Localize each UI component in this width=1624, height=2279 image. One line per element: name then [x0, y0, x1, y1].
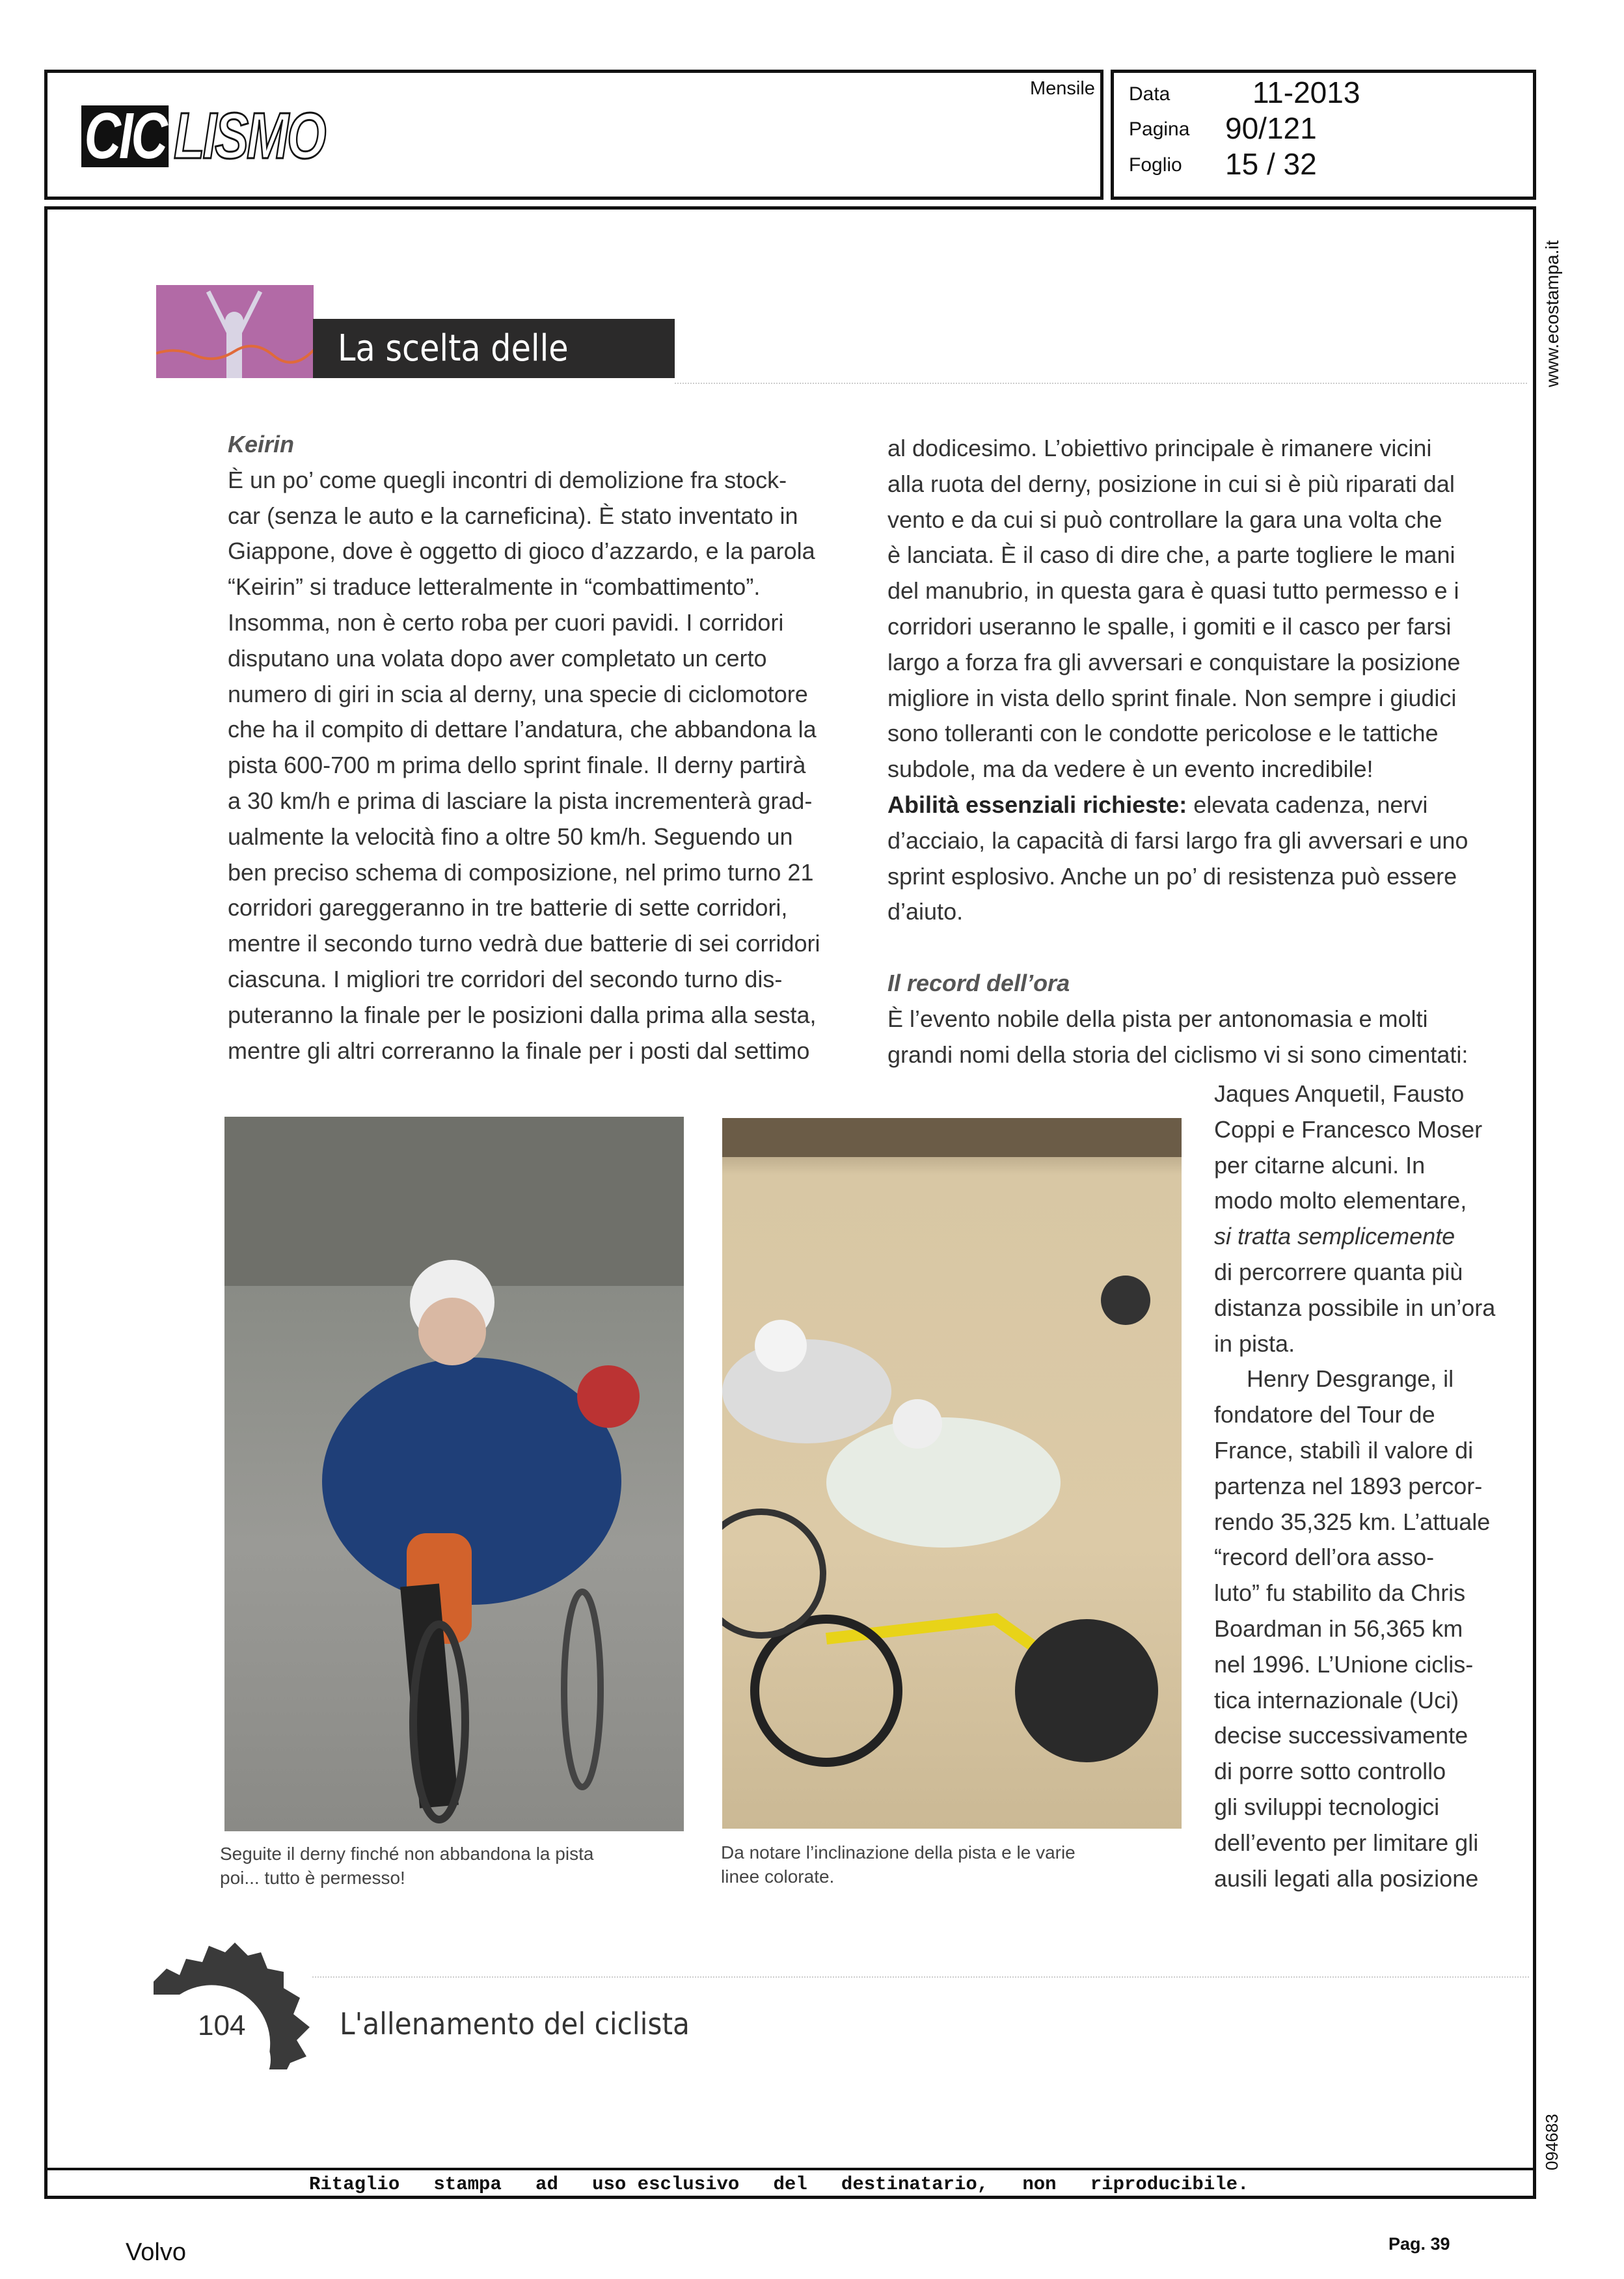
line-text: Henry Desgrange, il — [1214, 1365, 1454, 1393]
text-line — [1214, 1718, 1495, 1754]
text-line — [228, 641, 820, 677]
line-text: Giappone, dove è oggetto di gioco d’azzardo, e la parola — [228, 538, 815, 565]
text-line — [887, 1002, 1468, 1037]
text-line — [887, 823, 1468, 859]
text-line — [1214, 1361, 1495, 1397]
text-line — [887, 859, 1468, 895]
clipping-page-label: Pag. 39 — [1388, 2234, 1450, 2254]
narrow-column — [1214, 1076, 1495, 1896]
text-line — [1214, 1861, 1495, 1897]
caption-line: poi... tutto è permesso! — [220, 1868, 405, 1888]
text-line — [887, 573, 1468, 609]
text-line — [228, 463, 820, 498]
ecostampa-url: www.ecostampa.it — [1542, 240, 1562, 387]
title-rule — [675, 383, 1527, 384]
section-icon-image — [156, 285, 314, 378]
text-line — [1214, 1540, 1495, 1576]
data-value: 11-2013 — [1252, 75, 1360, 109]
line-text: Boardman in 56,365 km — [1214, 1615, 1463, 1642]
text-line — [228, 926, 820, 962]
line-text: ciascuna. I migliori tre corridori del secondo turno dis- — [228, 965, 783, 992]
text-line — [228, 890, 820, 926]
text-line — [228, 784, 820, 819]
caption-line: Seguite il derny finché non abbandona la pista — [220, 1844, 594, 1864]
line-text: sono tolleranti con le condotte pericolose e le tattiche — [887, 720, 1439, 747]
disclaimer-text: Ritaglio stampa ad uso esclusivo del destinatario, non riproducibile. — [309, 2174, 1249, 2195]
line-text: nel 1996. L’Unione ciclis- — [1214, 1650, 1474, 1678]
line-text: d’acciaio, la capacità di farsi largo fra gli avversari e uno — [887, 826, 1468, 854]
section-title-bar — [313, 319, 675, 409]
line-text: decise successivamente — [1214, 1722, 1468, 1749]
text-line — [228, 712, 820, 748]
text-line — [228, 498, 820, 534]
text-line — [228, 569, 820, 605]
line-text: rendo 35,325 km. L’attuale — [1214, 1508, 1491, 1535]
text-line — [887, 1037, 1468, 1073]
text-line — [887, 538, 1468, 573]
text-line — [887, 467, 1468, 502]
text-line — [887, 752, 1468, 787]
text-line — [1214, 1148, 1495, 1184]
line-text: vento e da cui si può controllare la gara una volta che — [887, 506, 1442, 533]
section-title: La scelta delle gare — [338, 327, 569, 409]
data-label: Data — [1129, 83, 1171, 105]
disclaimer-divider — [44, 2168, 1536, 2170]
line-text: ben preciso schema di composizione, nel primo turno 21 — [228, 858, 814, 886]
caption-line: Da notare l’inclinazione della pista e le varie — [721, 1842, 1076, 1863]
line-text: gli sviluppi tecnologici — [1214, 1793, 1440, 1820]
line-text: distanza possibile in un’ora — [1214, 1294, 1496, 1321]
text-line — [228, 962, 820, 998]
client-name: Volvo — [126, 2239, 186, 2266]
text-line — [1214, 1076, 1495, 1112]
text-line — [887, 681, 1468, 716]
text-line — [1214, 1469, 1495, 1505]
line-text: car (senza le auto e la carneficina). È stato inventato in — [228, 502, 798, 529]
foglio-value: 15 / 32 — [1225, 147, 1317, 181]
chainring-gear-icon — [154, 1943, 323, 2069]
line-text: largo a forza fra gli avversari e conquistare la posizione — [887, 648, 1461, 676]
track-cyclists-illustration — [722, 1118, 1182, 1829]
line-text: disputano una volata dopo aver completato un certo — [228, 644, 767, 672]
line-text: di percorrere quanta più — [1214, 1258, 1463, 1285]
line-text: è lanciata. È il caso di dire che, a parte togliere le mani — [887, 541, 1455, 569]
text-line — [1214, 1611, 1495, 1647]
text-line — [887, 894, 1468, 930]
line-text: grandi nomi della storia del ciclismo vi si sono cimentati: — [887, 1041, 1468, 1068]
foglio-label: Foglio — [1129, 154, 1182, 176]
text-line — [228, 748, 820, 784]
derny-photo — [224, 1117, 684, 1831]
line-text: È l’evento nobile della pista per antonomasia e molti — [887, 1005, 1428, 1032]
text-line — [1214, 1505, 1495, 1540]
track-race-photo — [722, 1118, 1182, 1829]
text-line — [1214, 1326, 1495, 1362]
text-line — [1214, 1219, 1495, 1255]
text-line — [1214, 1112, 1495, 1148]
line-text: France, stabilì il valore di — [1214, 1436, 1474, 1464]
line-text: di porre sotto controllo — [1214, 1758, 1446, 1785]
line-text: modo molto elementare, — [1214, 1187, 1467, 1214]
side-code: 094683 — [1542, 2114, 1562, 2170]
line-text: pista 600-700 m prima dello sprint finale. Il derny partirà — [228, 752, 806, 779]
text-line — [228, 605, 820, 641]
line-text: ausili legati alla posizione — [1214, 1864, 1479, 1892]
text-line — [887, 609, 1468, 645]
line-text: Insomma, non è certo roba per cuori pavidi. I corridori — [228, 608, 784, 636]
text-line — [887, 787, 1468, 823]
text-line — [228, 855, 820, 891]
pagina-value: 90/121 — [1225, 111, 1317, 145]
pagina-label: Pagina — [1129, 118, 1190, 140]
line-text: tica internazionale (Uci) — [1214, 1686, 1459, 1713]
text-line — [1214, 1576, 1495, 1611]
text-line — [228, 1033, 820, 1069]
text-line — [887, 716, 1468, 752]
line-text: Coppi e Francesco Moser — [1214, 1115, 1483, 1143]
track-photo-caption — [721, 1840, 1076, 1889]
line-text: luto” fu stabilito da Chris — [1214, 1579, 1466, 1607]
footer-rule — [312, 1976, 1529, 1978]
text-line — [1214, 1647, 1495, 1683]
line-text: mentre gli altri correranno la finale per i posti dal settimo — [228, 1037, 810, 1064]
line-text: Keirin — [228, 431, 295, 457]
text-line — [228, 677, 820, 713]
line-text: del manubrio, in questa gara è quasi tutto permesso e i — [887, 577, 1459, 605]
line-text: subdole, ma da vedere è un evento incredibile! — [887, 756, 1374, 783]
line-text: d’aiuto. — [887, 898, 964, 925]
line-text: numero di giri in scia al derny, una specie di ciclomotore — [228, 680, 808, 707]
book-title: L'allenamento del ciclista — [340, 2006, 690, 2041]
line-text: corridori useranno le spalle, i gomiti e il casco per farsi — [887, 612, 1452, 640]
line-text: si tratta semplicemente — [1214, 1223, 1455, 1250]
line-text: dell’evento per limitare gli — [1214, 1829, 1479, 1856]
text-line — [1214, 1255, 1495, 1290]
text-line — [887, 431, 1468, 467]
subheading — [887, 966, 1468, 1002]
line-text: fondatore del Tour de — [1214, 1401, 1435, 1428]
line-text: “record dell’ora asso- — [1214, 1544, 1435, 1571]
right-column — [887, 431, 1468, 1072]
line-text: alla ruota del derny, posizione in cui si è più riparati dal — [887, 470, 1455, 497]
text-line — [1214, 1397, 1495, 1433]
text-line — [1214, 1290, 1495, 1326]
line-text: partenza nel 1893 percor- — [1214, 1472, 1483, 1499]
line-text: Il record dell’ora — [887, 969, 1070, 996]
derny-rider-illustration — [224, 1117, 684, 1831]
line-text: sprint esplosivo. Anche un po’ di resistenza può essere — [887, 862, 1457, 890]
text-line — [1214, 1183, 1495, 1219]
text-line — [887, 930, 1468, 966]
line-text: migliore in vista dello sprint finale. Non sempre i giudici — [887, 684, 1457, 711]
left-column — [228, 427, 820, 1069]
derny-photo-caption — [220, 1842, 593, 1890]
line-text: “Keirin” si traduce letteralmente in “combattimento”. — [228, 573, 761, 601]
text-line — [887, 645, 1468, 681]
text-line — [228, 534, 820, 569]
text-line — [228, 819, 820, 855]
line-text: Jaques Anquetil, Fausto — [1214, 1080, 1465, 1107]
text-line — [1214, 1754, 1495, 1790]
text-line — [1214, 1683, 1495, 1719]
line-text: per citarne alcuni. In — [1214, 1151, 1426, 1179]
text-line — [228, 998, 820, 1033]
text-line — [887, 502, 1468, 538]
line-text: che ha il compito di dettare l’andatura, che abbandona la — [228, 716, 817, 743]
line-text: È un po’ come quegli incontri di demolizione fra stock- — [228, 466, 787, 493]
line-text: a 30 km/h e prima di lasciare la pista incrementerà grad- — [228, 787, 813, 814]
line-text: elevata cadenza, nervi — [1187, 791, 1428, 818]
bold-label: Abilità essenziali richieste: — [887, 791, 1187, 818]
frequency-label: Mensile — [1030, 78, 1095, 99]
line-text: mentre il secondo turno vedrà due batterie di sei corridori — [228, 930, 820, 957]
line-text: corridori gareggeranno in tre batterie di sette corridori, — [228, 894, 788, 921]
text-line — [1214, 1825, 1495, 1861]
finish-line-rider-icon — [156, 285, 314, 378]
ciclismo-logo: CIC LISMO — [81, 105, 367, 167]
line-text: in pista. — [1214, 1330, 1295, 1357]
line-text: al dodicesimo. L’obiettivo principale è rimanere vicini — [887, 435, 1432, 461]
line-text: puteranno la finale per le posizioni dalla prima alla sesta, — [228, 1001, 817, 1028]
caption-line: linee colorate. — [721, 1866, 835, 1887]
text-line — [1214, 1790, 1495, 1825]
text-line — [1214, 1433, 1495, 1469]
line-text: ualmente la velocità fino a oltre 50 km/h. Seguendo un — [228, 823, 793, 850]
page-number: 104 — [198, 2010, 246, 2041]
subheading — [228, 427, 820, 463]
